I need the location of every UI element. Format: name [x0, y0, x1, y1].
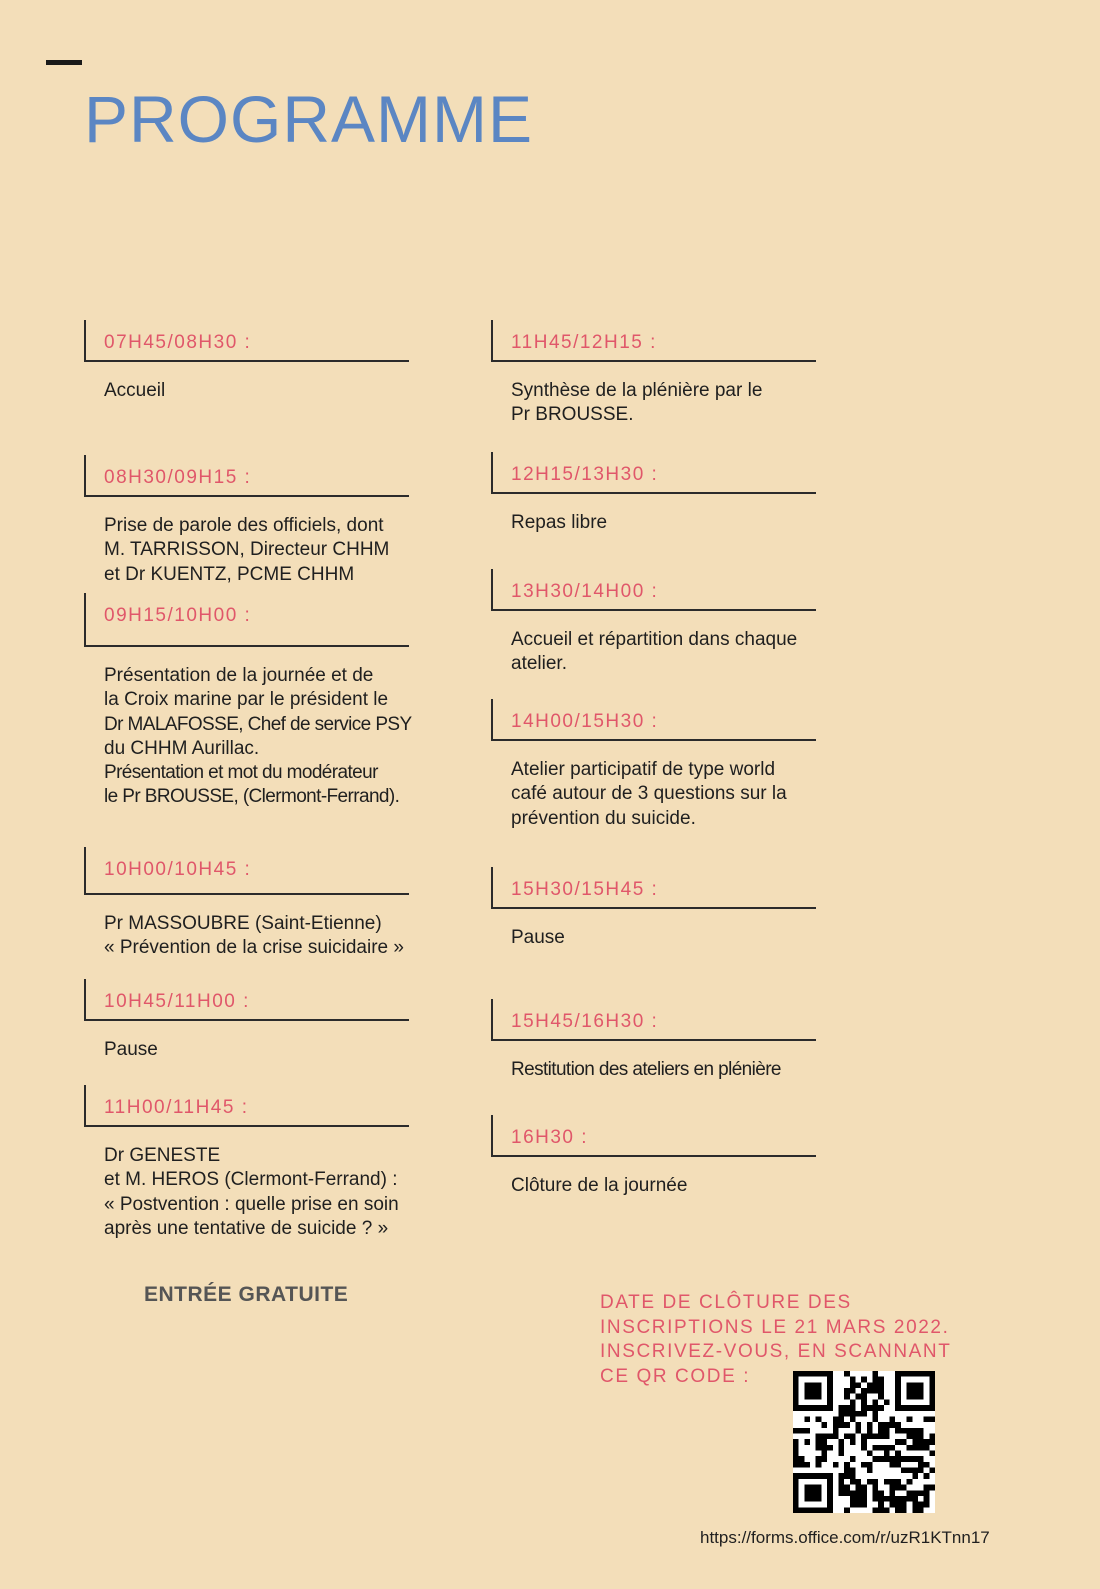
- slot-description: [491, 362, 816, 428]
- slot-line: et M. HEROS (Clermont-Ferrand) :: [104, 1169, 398, 1191]
- slot-description: [84, 647, 412, 810]
- slot-line: M. TARRISSON, Directeur CHHM: [104, 539, 390, 561]
- slot-time: 07H45/08H30 :: [84, 320, 409, 362]
- slot-line: prévention du suicide.: [511, 807, 696, 829]
- slot-description: [84, 895, 409, 961]
- slot-description: [491, 494, 816, 535]
- schedule-slot: [491, 452, 816, 535]
- schedule-slot: [491, 999, 816, 1082]
- deadline-line: INSCRIPTIONS LE 21 MARS 2022.: [600, 1316, 950, 1338]
- slot-line: Pr BROUSSE.: [511, 404, 634, 426]
- slot-description: [491, 1041, 816, 1082]
- slot-line: Prise de parole des officiels, dont: [104, 515, 384, 536]
- slot-time: 15H45/16H30 :: [491, 999, 816, 1041]
- slot-line: Synthèse de la plénière par le: [511, 380, 763, 401]
- slot-line: Accueil et répartition dans chaque: [511, 629, 798, 650]
- slot-line: « Postvention : quelle prise en soin: [104, 1193, 399, 1215]
- schedule-slot: [84, 593, 412, 810]
- slot-time: 16H30 :: [491, 1115, 816, 1157]
- slot-line: Restitution des ateliers en plénière: [511, 1059, 781, 1080]
- deadline-line: CE QR CODE :: [600, 1365, 751, 1387]
- slot-line: atelier.: [511, 653, 567, 675]
- deadline-line: DATE DE CLÔTURE DES: [600, 1292, 852, 1313]
- schedule-slot: [84, 320, 409, 403]
- slot-line: Accueil: [104, 380, 166, 401]
- schedule-slot: [491, 1115, 816, 1198]
- slot-description: [491, 741, 816, 831]
- slot-time: 09H15/10H00 :: [84, 593, 409, 647]
- slot-line: Pause: [511, 927, 565, 948]
- slot-time: 14H00/15H30 :: [491, 699, 816, 741]
- schedule-slot: [491, 320, 816, 428]
- slot-description: [84, 1021, 409, 1062]
- slot-time: 13H30/14H00 :: [491, 569, 816, 611]
- slot-line: du CHHM Aurillac.: [104, 737, 260, 759]
- page-title: PROGRAMME: [84, 82, 534, 156]
- slot-line: Dr MALAFOSSE, Chef de service PSY: [104, 713, 412, 735]
- slot-line: Dr GENESTE: [104, 1145, 221, 1166]
- schedule-slot: [84, 847, 409, 961]
- slot-description: [491, 611, 816, 677]
- slot-time: 08H30/09H15 :: [84, 455, 409, 497]
- slot-line: « Prévention de la crise suicidaire »: [104, 937, 404, 959]
- slot-line: après une tentative de suicide ? »: [104, 1217, 389, 1239]
- slot-line: Atelier participatif de type world: [511, 759, 776, 780]
- slot-line: café autour de 3 questions sur la: [511, 783, 787, 805]
- schedule-slot: [491, 569, 816, 677]
- schedule-slot: [491, 699, 816, 831]
- slot-time: 10H45/11H00 :: [84, 979, 409, 1021]
- slot-time: 15H30/15H45 :: [491, 867, 816, 909]
- slot-description: [84, 362, 409, 403]
- slot-line: Pr MASSOUBRE (Saint-Etienne): [104, 913, 382, 934]
- slot-description: [491, 909, 816, 950]
- schedule-slot: [84, 979, 409, 1062]
- slot-time: 11H00/11H45 :: [84, 1085, 409, 1127]
- slot-line: Clôture de la journée: [511, 1175, 688, 1196]
- slot-time: 12H15/13H30 :: [491, 452, 816, 494]
- slot-line: Repas libre: [511, 512, 608, 533]
- slot-description: [84, 497, 409, 587]
- slot-line: le Pr BROUSSE, (Clermont-Ferrand).: [104, 786, 400, 808]
- slot-line: la Croix marine par le président le: [104, 689, 389, 711]
- slot-line: et Dr KUENTZ, PCME CHHM: [104, 563, 355, 585]
- slot-description: [84, 1127, 409, 1241]
- qr-code-icon[interactable]: [793, 1371, 935, 1513]
- slot-time: 10H00/10H45 :: [84, 847, 409, 895]
- slot-line: Présentation et mot du modérateur: [104, 762, 378, 784]
- slot-description: [491, 1157, 816, 1198]
- schedule-slot: [84, 1085, 409, 1241]
- decorative-bar: [46, 60, 82, 65]
- free-entry-label: ENTRÉE GRATUITE: [144, 1283, 349, 1306]
- slot-line: Présentation de la journée et de: [104, 665, 374, 686]
- deadline-line: INSCRIVEZ-VOUS, EN SCANNANT: [600, 1341, 952, 1362]
- registration-url[interactable]: https://forms.office.com/r/uzR1KTnn17: [700, 1528, 990, 1547]
- schedule-slot: [491, 867, 816, 950]
- schedule-slot: [84, 455, 409, 587]
- slot-line: Pause: [104, 1039, 158, 1060]
- slot-time: 11H45/12H15 :: [491, 320, 816, 362]
